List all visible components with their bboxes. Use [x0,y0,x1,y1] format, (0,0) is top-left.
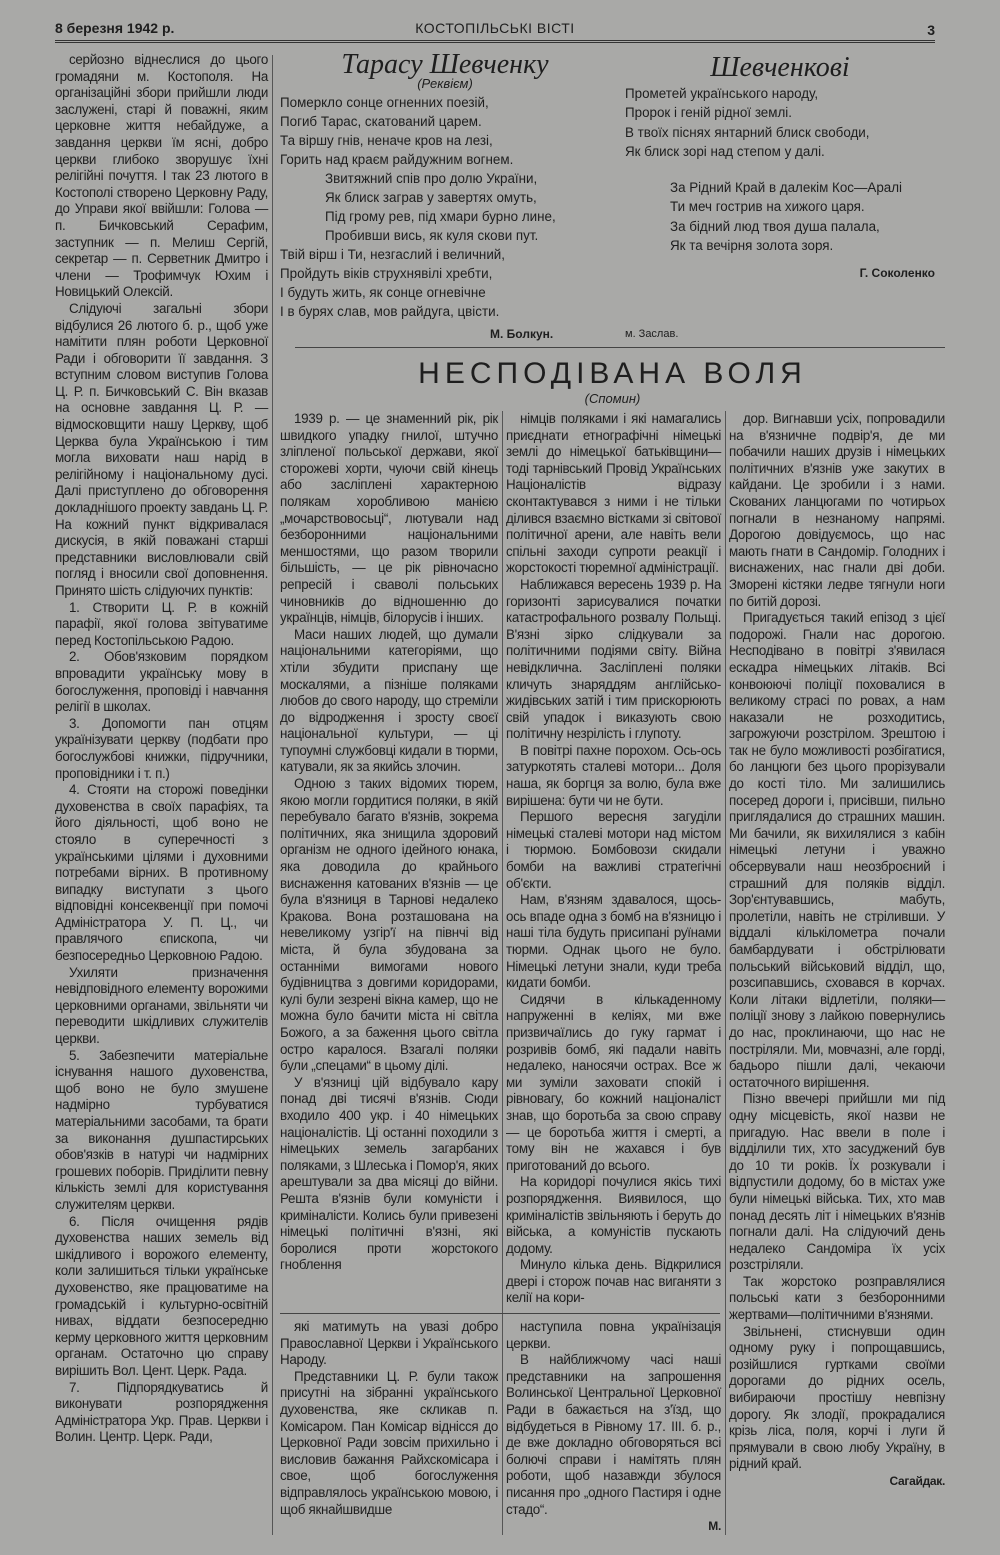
poem-lines [625,84,935,256]
poem-line: Твій вірш і Ти, незгаслий і величний, [280,247,506,262]
poem-place: м. Заслав. [625,328,679,340]
page-header [55,18,935,43]
paragraph: дор. Вигнавши усіх, попровадили на в'язничне подвір'я, де ми побачили наших друзів і німецьких політичних в'язнів уже закутих в кайдани. Це зробили і з нами. Скованих ланцюгами по чотирьох погнали в незнаному напрямі. Дорогою довідуємось, що нас мають гнати в Сандомір. Голодних і виснажених, нас гнали дві доби. Зморені кістяки ледве тягнули ноги по битій дорозі. [729,411,945,609]
paragraph: У в'язниці цій відбувало кару понад дві тисячі в'язнів. Сюди входило 400 укр. і 40 німецьких націоналістів. Ці останні походили з німецьких земель загарбаних поляками, з Шлеська і Помор'я, яких арештували за два місяці до війни. Решта в'язнів були комуністи і криміналісти. Колись були привезені німецькі політичні в'язні, які боролися проти жорстокого гноблення [280,1074,498,1273]
poem-line: За Рідний Край в далекім Кос—Аралі [670,179,903,195]
paragraph: Слідуючі загальні збори відбулися 26 лютого б. р., щоб уже намітити плян роботи Церковної Ради і обговорити її завдання. З вступним словом виступив Голова Ц. Р. п. Бичковський С. Він вказав на основне завдання Ц. Р. — відмосковщити нашу Церкву, щоб Церква була Українською і тим могла виховати наш нарід в релігійному і національному дусі. Далі приступлено до обговорення докладнішого проекту завдань Ц. Р. На кожний пункт відкривалася дискусія, в якій поважані старші представники висловлювали свій погляд і вносили свої доповнення. Принято шість слідуючих пунктів: [55,300,268,598]
poem-line: Як блиск зорі над степом у далі. [625,144,825,159]
paragraph: Пізно ввечері прийшли ми під одну місцевість, якої назви не пригадую. Нас ввели в поле і відділили тих, хто засуджений був до 10 ти років. Їх розкували і відпустили додому, бо в містах уже були німецькі війська. Тих, хто мав понад десять літ і німецьких в'язнів погнали далі. На слідуючий день недалеко Сандоміра їх усіх розстріляли. [729,1091,945,1273]
poem-line: Ти меч гострив на хижого царя. [670,199,865,214]
left-column-article [55,52,268,1446]
poem-line: Погиб Тарас, скатований царем. [280,114,482,129]
divider [295,347,945,348]
article-subtitle: (Спомин) [584,391,641,406]
paragraph: наступила повна українізація церкви. [506,1319,721,1351]
article-author: Сагайдак. [889,1474,945,1488]
poem-line: Звитяжний спів про долю України, [325,171,538,186]
issue-date: 8 березня 1942 р. [55,20,175,36]
poem-shevchenkovi [625,52,935,283]
paragraph: Пригадується такий епізод з цієї подорожі. Гнали нас дорогою. Несподівано в повітрі з'явилася ескадра німецьких літаків. Всі конвоюючі поліції поховалися в великому страсі по ровах, а нам наказали не розходитись, загрожуючи розстрілом. Зрештою і так не було можливості розбігатися, бо ланцюги без цього прорізували до кості тіло. Ми залишились посеред дороги і, присівши, пильно приглядалися до страшних машин. Ми бачили, як вихилялися з кабін німецькі летуни і уважно обсервували наш неозброєний і страшний для поляків відділ. Зор'єнтувавшись, мабуть, пролетіли, навіть не стріливши. У віддалі кількілометра почали бамбардувати і обстрілювати польський військовий відділ, що, розсипавшись, сховався в корчах. Коли літаки відлетіли, поляки—поліції знову з лайкою повернулись до нас, проклинаючи, що нас не постріляли. Ми, мовчазні, але горді, бадьоро пішли далі, чекаючи остаточного вирішення. [729,610,945,1090]
column-divider [725,411,726,1535]
poem-line: Як блиск заграв у завертях омуть, [325,190,537,205]
paragraph: Маси наших людей, що думали національними категоріями, що хтіли збудити приспану ще москалями, а пізніше поляками любов до свого народу, що стреміли до відродження і зросту своєї національної культури, — ці тупоумні службовці кидали в тюрми, катували, як за якийсь злочин. [280,626,498,775]
column-divider [272,55,273,1535]
bottom-column-2 [506,1319,721,1535]
article-column-2 [506,411,721,1307]
paragraph: 6. Після очищення рядів духовенства наших земель від шкідливого і ворожого елементу, коли залишиться тільки українське духовенство, яке працюватиме на громадській і культурно-освітній нивах, віддати безпосередню керму церковного життя церковним органам. Остаточно цю справу вирішить Вол. Цент. Церк. Рада. [55,1213,268,1378]
poem-lines [280,93,610,321]
paragraph: Минуло кілька день. Відкрилися двері і сторож почав нас виганяти з келії на кори- [506,1257,721,1306]
article-author: М. [708,1519,721,1534]
poem-line: Та віршу гнів, неначе кров на лезі, [280,133,493,148]
paragraph: Так жорстоко розправлялися польські кати з безборонними жертвами—політичними в'язнями. [729,1273,945,1323]
paragraph: Звільнені, стиснувши один одному руку і попрощавшись, розійшлися гуртками своїми дорогами до рідних осель, вибираючи простішу невпізну дорогу. Як злодії, прокрадалися крізь ліса, поля, корчі і луги й прямували в свою любу Україну, в рідний край. [729,1323,945,1472]
paragraph: 2. Обов'язковим порядком впровадити українську мову в богослуження, проповіді і навчання релігії в школах. [55,649,268,715]
paragraph: 3. Допомогти пан отцям українізувати церкву (подбати про богослужбові книжки, підручники, проповідники і т. п.) [55,715,268,781]
paragraph: В повітрі пахне порохом. Ось-ось затуркотять сталеві мотори... Доля наша, як боргця за волю, була вже вирішена: бути чи не бути. [506,742,721,808]
paragraph: 1. Створити Ц. Р. в кожній парафії, якої голова звітуватиме перед Костопільською Радою. [55,599,268,648]
poem-line: Пробивши вись, як куля скови пут. [325,228,539,243]
paragraph: 7. Підпорядкуватись й виконувати розпорядження Адміністратора Укр. Прав. Церкви і Волин. Центр. Церк. Ради, [55,1379,268,1445]
poem-title: Шевченкові [710,52,850,83]
paragraph: німців поляками і які намагались приєднати етнографічні німецькі землі до німецької батьківщини—тоді тарнівський Провід Українських Націоналістів відразу сконтактувався з ними і не тільки ділився взаємно вістками зі світової політичної арени, але навіть вели спільні заходи супроти реакції і жорстокості тюремної адміністрації. [506,411,721,576]
poem-subtitle: (Реквієм) [417,76,473,91]
poem-line: Пророк і геній рідної землі. [625,105,792,120]
poem-line: Як та вечірня золота зоря. [670,238,834,253]
poem-taras-shevchenku [280,49,679,343]
poem-line: І в бурях слав, мов райдуга, цвісти. [280,304,500,319]
paragraph: Першого вересня загуділи німецькі сталеві мотори над містом і тюрмою. Бомбовози скидали бомби на важливі стратегічні об'єкти. [506,809,721,891]
paragraph: які матимуть на увазі добро Православної Церкви і Українського Народу. [280,1319,498,1368]
poem-line: Прометей українського народу, [625,85,819,101]
paragraph: Представники Ц. Р. були також присутні на зібранні українського духовенства, яке скликав п. Комісаром. Пан Комісар віднісся до Церковної Ради зовсім прихильно і висловив бажання Райхскомісара і свое, щоб богослуження відправлялось українською мовою, і щоб якнайшвидше [280,1368,498,1517]
paragraph: Ухиляти призначення невідповідного елементу ворожими церковними органами, звільняти чи переводити шкідливих служителів церкви. [55,964,268,1047]
paragraph: Наближався вересень 1939 р. На горизонті зарисувалися початки катастрофального розвалу Польщі. В'язні зірко слідкували за політичними подіями світу. Війна невідклична. Засліплені поляки кличуть знаряддям англійсько-жидівських затій і тим прискорюють свій упадок і виказують свою політичну незрілість і глупоту. [506,576,721,742]
article-column-1 [280,411,498,1274]
poem-line: Пройдуть віків струхнявілі хребти, [280,266,493,281]
poem-line: І будуть жить, як сонце огневічне [280,285,486,300]
paragraph: 5. Забезпечити матеріальне існування нашого духовенства, щоб воно не було змушене надмірно турбуватися матеріальними засобами, та брати за виконання душпастирських обов'язків в натурі чи надмірних грошевих поборів. Приділити певну кількість землі для користування служителям церкви. [55,1047,268,1212]
poem-author: М. Болкун. [490,327,554,341]
paragraph: Одною з таких відомих тюрем, якою могли гордитися поляки, в якій перебувало багато в'язнів, зокрема політичних, яка знищила здоровий організм не одного ідейного юнака, яка доводила до крайнього виснаження катованих в'язнів — це була в'язниця в Тарнові недалеко Кракова. Вона розташована на невеликому узгір'ї на півнчі від міста, й була збудована за останніми вимогами нового будівництва з довгими коридорами, кулі були зезрені вікна камер, що не можна було бачити міста ні світла Божого, а за баження цього світла остро каралося. Взагалі поляки були „спецами“ в цьому ділі. [280,776,498,1074]
paragraph: серйозно віднеслися до цього громадяни м. Костополя. На організаційні збори прийшли люди заслужені, старі й поважні, яким церковне життя небайдуже, а завдання церкви їм ясні, добро церкви глибоко зворушує їхні релігійні почуття. І так 23 лютого в Костополі створено Церковну Раду, до Управи якої ввійшли: Голова — п. Бичковський Серафим, заступник — п. Мелиш Сергій, секретар — п. Серветник Дмитро і члени — Трофимчук Юхим і Новицький Олексій. [55,52,268,300]
newspaper-name: КОСТОПІЛЬСЬКІ ВІСТІ [415,20,575,36]
poem-line: В твоїх піснях янтарний блиск свободи, [625,124,870,140]
paragraph: Нам, в'язням здавалося, щось-ось впаде одна з бомб на в'язницю і наші тіла будуть присипані руїнами тюрми. Однак цього не було. Німецькі летуни знали, куди треба кидати бомби. [506,892,721,991]
article-title: НЕСПОДІВАНА ВОЛЯ [418,357,807,390]
poem-title: Тарасу Шевченку [341,49,549,80]
bottom-column-1 [280,1319,498,1518]
paragraph: Сидячи в кількаденному напруженні в келіях, ми вже призвичаїлись до гуку гармат і розривів бомб, які падали навіть недалеко, наносячи острах. Все ж ми зуміли заховати спокій і рівновагу, бо кожний націоналіст знав, що боротьба за свою справу — це боротьба життя і смерті, а тому він не жахався і був приготований до всього. [506,991,721,1173]
poem-author: Г. Соколенко [859,265,935,280]
poem-line: Під грому рев, під хмари бурно лине, [325,209,556,224]
poem-line: Горить над краєм райдужним вогнем. [280,152,514,167]
poem-line: За бідний люд твоя душа палала, [670,218,880,234]
article-column-3 [729,411,945,1490]
paragraph: 4. Стояти на сторожі поведінки духовенства в своїх парафіях, та його діяльності, щоб воно не стояло в суперечності з українськими цілями і духовними потребами вірних. В противному випадку виступати з цього відповідні консеквенції при помочі Адміністратора У. П. Ц., чи правлячого єпископа, чи безпосередньо Церковною Радою. [55,782,268,964]
paragraph: На коридорі почулися якісь тихі розпорядження. Виявилося, що криміналістів звільняють і беруть до війська, а комуністів пускають додому. [506,1174,721,1256]
divider [280,1313,720,1314]
page-number: 3 [927,22,935,38]
paragraph: В найближчому часі наші представники на запрошення Волинської Центральної Церковної Ради в бажається на з'їзд, що відбудеться в Рівному 17. III. б. р., де вже докладно обговоряться всі болючі справи і намітять плян роботи, щоб назавжди збулося писання про „одного Пастиря і одне стадо“. [506,1352,721,1517]
column-divider [502,411,503,1535]
poem-line: Померкло сонце огненних поезій, [280,95,489,110]
paragraph: 1939 р. — це знаменний рік, рік швидкого упадку гнилої, штучно зліпленої польської держави, якої сторожеві хорти, чуючи свій кінець або засліплені характерною полякам хоробливою манією „мочарствовосьці“, лютували над безборонними національними меншостями, що разом творили більшість, — це рік рівночасно репресій і сваволі польських чиновників до відношенню до українців, німців, білорусів і інших. [280,411,498,626]
